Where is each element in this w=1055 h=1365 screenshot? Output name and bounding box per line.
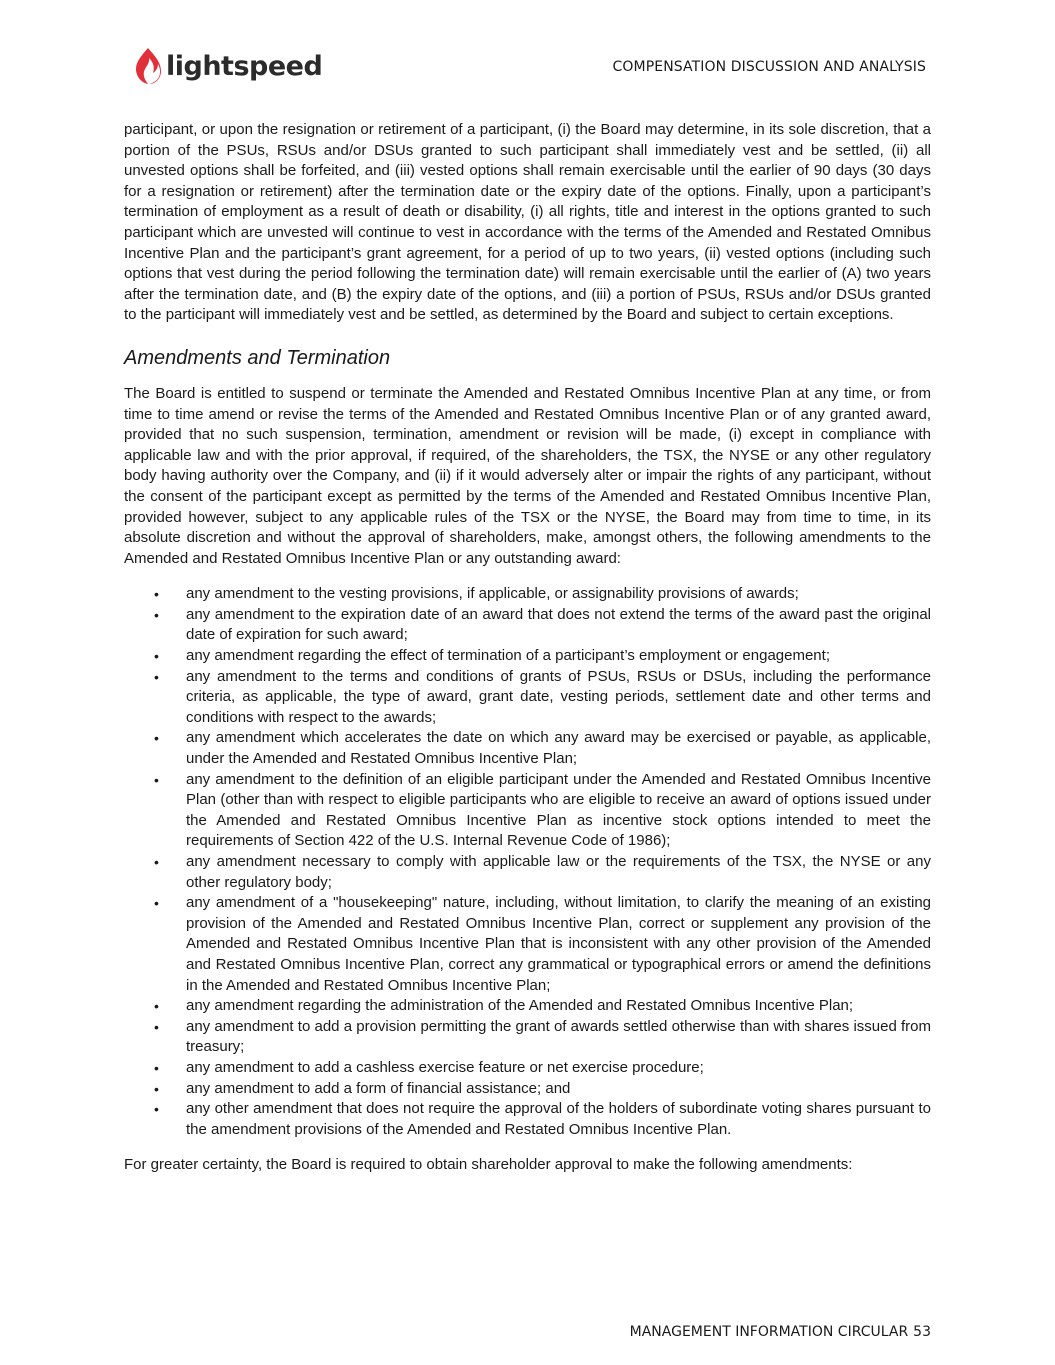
bullet-item: [124, 770, 931, 852]
bullet-item: [124, 667, 931, 729]
intro-paragraph: participant, or upon the resignation or retirement of a participant, (i) the Board may determine, in its sole discretion, that a portion of the PSUs, RSUs and/or DSUs granted to such participant shall immediately vest and be settled, (ii) all unvested options shall be forfeited, and (iii) vested options shall remain exercisable until the earlier of 90 days (30 days for a resignation or retirement) after the termination date or the expiry date of the options. Finally, upon a participant’s termination of employment as a result of death or disability, (i) all rights, title and interest in the options granted to such participant which are unvested will continue to vest in accordance with the terms of the Amended and Restated Omnibus Incentive Plan and the participant’s grant agreement, for a period of up to two years, (ii) vested options (including such options that vest during the period following the termination date) will remain exercisable until the earlier of (A) two years after the termination date, and (B) the expiry date of the options, and (iii) a portion of PSUs, RSUs and/or DSUs granted to the participant will immediately vest and be settled, as determined by the Board and subject to certain exceptions.: [124, 121, 931, 324]
bullet-point-icon: •: [154, 895, 159, 912]
bullet-text: any amendment of a "housekeeping" nature, including, without limitation, to clarify the meaning of an existing provision of the Amended and Restated Omnibus Incentive Plan, correct or supplement any provision of the Amended and Restated Omnibus Incentive Plan that is inconsistent with any other provision of the Amended and Restated Omnibus Incentive Plan, correct any grammatical or typographical errors or amend the definitions in the Amended and Restated Omnibus Incentive Plan;: [186, 894, 931, 994]
company-logo: [134, 46, 322, 86]
bullet-point-icon: •: [154, 730, 159, 747]
bullet-text: any amendment to add a form of financial assistance; and: [186, 1079, 571, 1097]
bullet-text: any amendment to add a cashless exercise feature or net exercise procedure;: [186, 1058, 704, 1076]
bullet-text: any amendment to the vesting provisions, if applicable, or assignability provisions of awards;: [186, 585, 799, 603]
bullet-text: any amendment to add a provision permitting the grant of awards settled otherwise than with shares issued from treasury;: [186, 1017, 931, 1056]
bullet-text: any amendment to the definition of an eligible participant under the Amended and Restated Omnibus Incentive Plan (other than with respect to eligible participants who are eligible to receive an award of options issued under the Amended and Restated Omnibus Incentive Plan as incentive stock options intended to meet the requirements of Section 422 of the U.S. Internal Revenue Code of 1986);: [186, 770, 931, 850]
bullet-item: [124, 1079, 931, 1100]
flame-logo-icon: [134, 47, 162, 85]
bullet-text: any amendment which accelerates the date on which any award may be exercised or payable, as applicable, under the Amended and Restated Omnibus Incentive Plan;: [186, 729, 931, 768]
bullet-item: [124, 584, 931, 605]
bullet-point-icon: •: [154, 1101, 159, 1118]
bullet-point-icon: •: [154, 668, 159, 685]
bullet-text: any amendment regarding the administration of the Amended and Restated Omnibus Incentive Plan;: [186, 997, 854, 1015]
section-paragraph: The Board is entitled to suspend or terminate the Amended and Restated Omnibus Incentive Plan at any time, or from time to time amend or revise the terms of the Amended and Restated Omnibus Incentive Plan or of any granted award, provided that no such suspension, termination, amendment or revision will be made, (i) except in compliance with applicable law and with the prior approval, if required, of the shareholders, the TSX, the NYSE or any other regulatory body having authority over the Company, and (ii) if it would adversely alter or impair the rights of any participant, without the consent of the participant except as permitted by the terms of the Amended and Restated Omnibus Incentive Plan, provided however, subject to any applicable rules of the TSX or the NYSE, the Board may from time to time, in its absolute discretion and without the approval of shareholders, make, amongst others, the following amendments to the Amended and Restated Omnibus Incentive Plan or any outstanding award:: [124, 384, 931, 567]
bullet-text: any amendment necessary to comply with applicable law or the requirements of the TSX, the NYSE or any other regulatory body;: [186, 853, 931, 891]
bullet-item: [124, 893, 931, 996]
amendments-bullet-list: [124, 584, 931, 1140]
bullet-point-icon: •: [154, 586, 159, 603]
bullet-item: [124, 1017, 931, 1058]
page-number: 53: [913, 1324, 931, 1340]
bullet-point-icon: •: [154, 1080, 159, 1097]
bullet-item: [124, 605, 931, 646]
bullet-text: any amendment to the terms and conditions of grants of PSUs, RSUs or DSUs, including the performance criteria, as applicable, the type of award, grant date, vesting periods, settlement date and other terms and conditions with respect to the awards;: [186, 667, 931, 726]
bullet-point-icon: •: [154, 1018, 159, 1035]
bullet-point-icon: •: [154, 771, 159, 788]
footer-label: MANAGEMENT INFORMATION CIRCULAR: [629, 1324, 909, 1340]
bullet-text: any amendment to the expiration date of an award that does not extend the terms of the award past the original date of expiration for such award;: [186, 605, 931, 644]
bullet-point-icon: •: [154, 1059, 159, 1076]
bullet-point-icon: •: [154, 648, 159, 665]
bullet-point-icon: •: [154, 854, 159, 870]
section-heading: Amendments and Termination: [124, 346, 391, 369]
bullet-text: any other amendment that does not require the approval of the holders of subordinate voting shares pursuant to the amendment provisions of the Amended and Restated Omnibus Incentive Plan.: [186, 1100, 931, 1138]
bullet-point-icon: •: [154, 998, 159, 1015]
bullet-item: [124, 852, 931, 893]
closing-paragraph: For greater certainty, the Board is required to obtain shareholder approval to make the following amendments:: [124, 1156, 853, 1174]
bullet-item: [124, 646, 931, 667]
bullet-point-icon: •: [154, 606, 159, 623]
bullet-item: [124, 1058, 931, 1079]
bullet-item: [124, 728, 931, 769]
bullet-text: any amendment regarding the effect of termination of a participant’s employment or engagement;: [186, 647, 830, 665]
bullet-item: [124, 996, 931, 1017]
page-footer: [630, 1324, 931, 1340]
logo-wordmark: lightspeed: [166, 50, 323, 82]
document-body: [124, 120, 931, 1176]
bullet-item: [124, 1099, 931, 1140]
header-title: COMPENSATION DISCUSSION AND ANALYSIS: [612, 59, 926, 75]
